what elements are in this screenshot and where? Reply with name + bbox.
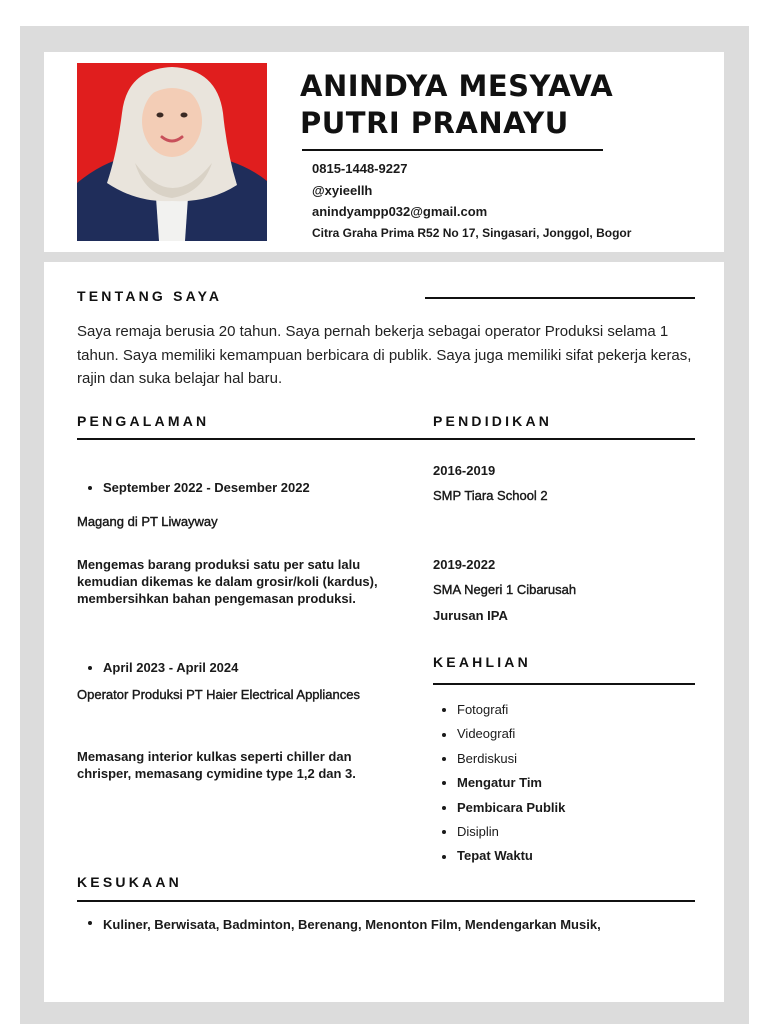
experience-heading: PENGALAMAN <box>77 413 210 429</box>
full-name <box>300 68 700 142</box>
email-address: anindyampp032@gmail.com <box>312 204 488 219</box>
skill-item: Berdiskusi <box>442 747 565 771</box>
phone-number: 0815-1448-9227 <box>312 161 408 176</box>
bullet-icon <box>442 855 446 859</box>
bullet-icon <box>442 830 446 834</box>
social-handle: @xyieellh <box>312 182 373 198</box>
bullet-icon <box>88 921 92 925</box>
education-school-1: SMP Tiara School 2 <box>433 488 548 503</box>
name-line-1: ANINDYA MESYAVA <box>300 69 614 103</box>
skill-item: Disiplin <box>442 820 565 844</box>
education-major-2: Jurusan IPA <box>433 608 508 623</box>
about-text: Saya remaja berusia 20 tahun. Saya pernah bekerja sebagai operator Produksi selama 1 tahun. Saya memiliki kemampuan berbicara di publik. Saya juga memiliki sifat pekerja keras, rajin dan suka belajar hal baru. <box>77 323 692 387</box>
bullet-icon <box>442 708 446 712</box>
hobbies-heading: KESUKAAN <box>77 874 182 890</box>
bullet-icon <box>442 781 446 785</box>
experience-desc-2: Memasang interior kulkas seperti chiller dan chrisper, memasang cymidine type 1,2 dan 3. <box>77 749 356 781</box>
contact-info <box>312 158 712 244</box>
experience-desc-1: Mengemas barang produksi satu per satu lalu kemudian dikemas ke dalam grosir/koli (kardus), membersihkan bahan pengemasan produksi. <box>77 557 378 606</box>
profile-photo <box>77 63 267 241</box>
skill-item: Mengatur Tim <box>442 771 565 795</box>
bullet-icon <box>442 757 446 761</box>
education-years-2: 2019-2022 <box>433 557 496 572</box>
skill-item: Tepat Waktu <box>442 844 565 868</box>
hobbies-divider <box>77 900 695 902</box>
experience-period-2: April 2023 - April 2024 <box>88 659 238 676</box>
name-line-2: PUTRI PRANAYU <box>300 106 569 140</box>
experience-role-2: Operator Produksi PT Haier Electrical Appliances <box>77 687 360 702</box>
about-heading: TENTANG SAYA <box>77 288 223 304</box>
bullet-icon <box>88 666 92 670</box>
skills-heading: KEAHLIAN <box>433 654 531 670</box>
experience-education-divider <box>77 438 695 440</box>
skills-divider <box>433 683 695 685</box>
skill-item: Fotografi <box>442 698 565 722</box>
about-divider <box>425 297 695 299</box>
hobbies-text: Kuliner, Berwisata, Badminton, Berenang, Menonton Film, Mendengarkan Musik, <box>103 917 601 932</box>
skill-item: Pembicara Publik <box>442 796 565 820</box>
experience-period-1: September 2022 - Desember 2022 <box>88 479 310 496</box>
name-divider <box>302 149 603 151</box>
skills-list <box>442 698 565 869</box>
education-years-1: 2016-2019 <box>433 463 496 478</box>
home-address: Citra Graha Prima R52 No 17, Singasari, Jonggol, Bogor <box>312 225 632 240</box>
education-school-2: SMA Negeri 1 Cibarusah <box>433 582 577 597</box>
skill-item: Videografi <box>442 722 565 746</box>
education-heading: PENDIDIKAN <box>433 413 553 429</box>
bullet-icon <box>88 486 92 490</box>
hobbies-item <box>88 914 678 935</box>
experience-role-1: Magang di PT Liwayway <box>77 514 218 529</box>
bullet-icon <box>442 733 446 737</box>
bullet-icon <box>442 806 446 810</box>
